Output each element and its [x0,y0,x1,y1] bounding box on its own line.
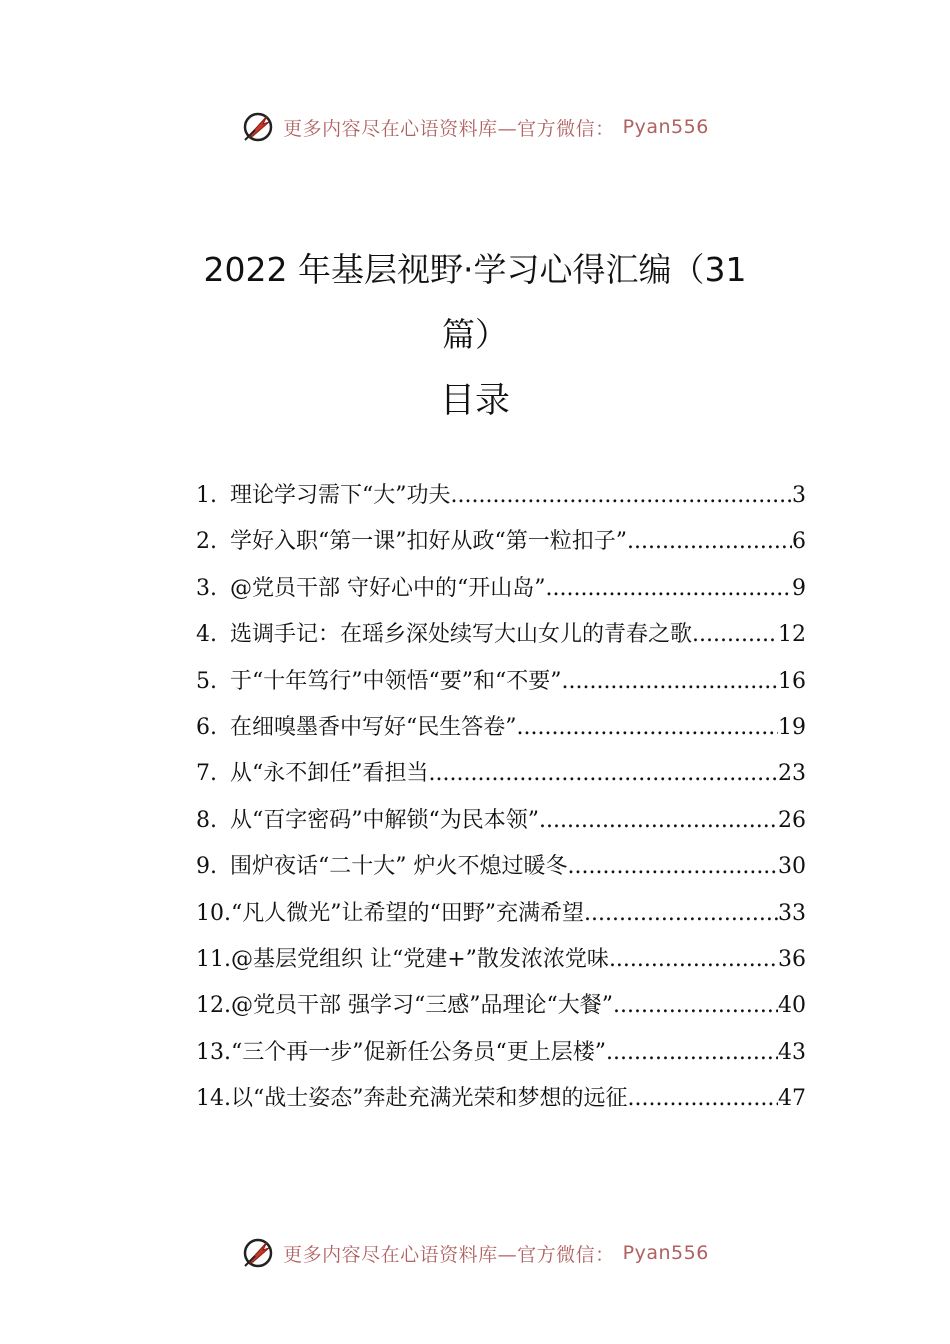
toc-entry-page: 40 [778,993,806,1019]
toc-entry-title: 从“百字密码”中解锁“为民本领” [230,807,539,833]
toc-leader-dots [429,761,779,786]
toc-entry[interactable] [196,756,806,802]
toc-entry-title: @基层党组织 让“党建+”散发浓浓党味 [231,946,609,972]
toc-entry-page: 16 [778,668,806,694]
toc-entry-number: 5. [196,668,217,694]
toc-leader-dots [628,1086,779,1111]
toc-leader-dots [627,529,792,554]
toc-entry[interactable] [196,803,806,849]
toc-leader-dots [692,622,778,647]
toc-entry-number: 8. [196,807,217,833]
toc-entry-number: 6. [196,714,217,740]
toc-entry-number: 9. [196,854,217,880]
banner-wechat-id: Pyan556 [622,116,709,138]
toc-entry-page: 47 [778,1086,806,1112]
toc-leader-dots [613,993,778,1018]
toc-entry[interactable] [196,1035,806,1081]
toc-entry[interactable] [196,478,806,524]
toc-entry-number: 14. [196,1086,231,1112]
toc-entry-number: 10. [196,900,231,926]
banner-wechat-id: Pyan556 [622,1242,709,1264]
toc-leader-dots [451,483,793,508]
toc-entry-title: 从“永不卸任”看担当 [230,761,429,787]
toc-entry-page: 30 [778,854,806,880]
toc-leader-dots [568,854,779,879]
toc-entry-title: 于“十年笃行”中领悟“要”和“不要” [230,668,562,694]
toc-leader-dots [609,947,778,972]
toc-entry-page: 12 [778,622,806,648]
toc-entry-title: 围炉夜话“二十大” 炉火不熄过暖冬 [230,854,568,880]
toc-entry-page: 3 [792,483,806,508]
banner-text: 更多内容尽在心语资料库—官方微信： [283,1243,615,1266]
banner-text: 更多内容尽在心语资料库—官方微信： [283,117,615,140]
toc-entry-number: 7. [196,761,217,787]
header-watermark-banner [0,110,950,144]
toc-entry-title: 理论学习需下“大”功夫 [230,483,451,508]
footer-watermark-banner [0,1236,950,1270]
toc-entry-number: 11. [196,946,231,972]
toc-entry-number: 3. [196,575,217,601]
toc-entry-page: 33 [778,900,806,926]
toc-entry[interactable] [196,617,806,663]
toc-entry-page: 36 [778,946,806,972]
document-title-line-2: 篇） [442,315,508,354]
toc-entry-title: “三个再一步”促新任公务员“更上层楼” [231,1039,606,1065]
toc-entry-page: 26 [778,807,806,833]
toc-entry-page: 43 [778,1039,806,1065]
toc-leader-dots [561,669,778,694]
toc-entry-page: 23 [778,761,806,787]
toc-entry-title: 选调手记：在瑶乡深处续写大山女儿的青春之歌 [230,622,693,648]
toc-entry-number: 1. [196,483,217,508]
toc-entry-number: 4. [196,622,217,648]
toc-entry-page: 9 [792,575,806,601]
toc-leader-dots [606,1040,778,1065]
toc-entry-title: @党员干部 强学习“三感”品理论“大餐” [231,993,613,1019]
toc-entry-title: “凡人微光”让希望的“田野”充满希望 [231,900,584,926]
document-title-line-1: 2022 年基层视野·学习心得汇编（31 [203,250,747,289]
toc-entry[interactable] [196,710,806,756]
toc-entry-number: 13. [196,1039,231,1065]
toc-entry-page: 6 [792,529,806,555]
toc-entry-number: 2. [196,529,217,555]
toc-leader-dots [517,715,779,740]
toc-entry-title: 在细嗅墨香中写好“民生答卷” [230,714,517,740]
toc-leader-dots [546,576,793,601]
toc-leader-dots [539,808,778,833]
table-of-contents [196,478,806,1127]
toc-entry[interactable] [196,849,806,895]
quill-logo-icon [241,110,275,144]
toc-entry-title: @党员干部 守好心中的“开山岛” [230,575,546,601]
toc-entry-title: 以“战士姿态”奔赴充满光荣和梦想的远征 [231,1086,628,1112]
toc-entry[interactable] [196,571,806,617]
toc-entry[interactable] [196,664,806,710]
toc-entry[interactable] [196,1081,806,1127]
toc-entry-number: 12. [196,993,231,1019]
toc-entry[interactable] [196,942,806,988]
toc-entry-page: 19 [778,714,806,740]
quill-logo-icon [241,1236,275,1270]
toc-entry[interactable] [196,896,806,942]
toc-leader-dots [584,901,778,926]
toc-entry[interactable] [196,988,806,1034]
toc-entry[interactable] [196,524,806,570]
toc-heading: 目录 [439,381,510,421]
toc-entry-title: 学好入职“第一课”扣好从政“第一粒扣子” [230,529,627,555]
